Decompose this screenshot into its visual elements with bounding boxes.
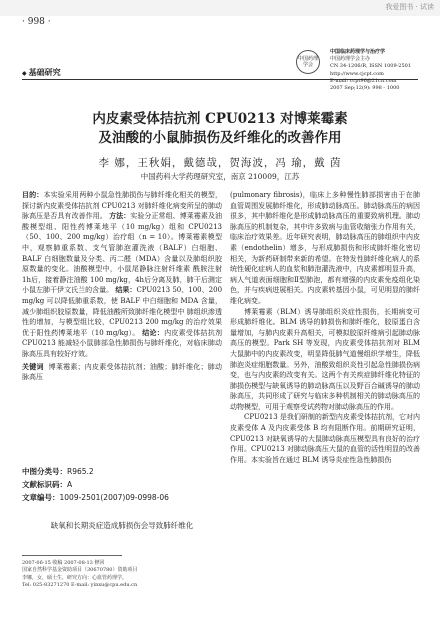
footnotes bbox=[22, 560, 222, 589]
results-label: 结果： bbox=[115, 286, 137, 295]
footnote-line: Tel: 025-83271270 E-mail: yinxu@cpu.edu.cn bbox=[22, 581, 138, 588]
journal-line: http://www.cjcpt.com bbox=[330, 70, 384, 77]
body-paragraph: CPU0213 是我们研制的新型内皮素受体拮抗剂，它对内皮素受体 A 及内皮素受体 B 均有阻断作用。前期研究证明，CPU0213 对缺氧诱导的大鼠肺动脉高压模型具有良好的治疗作用。CPU0213 对肺动脉高压大鼠的血管的活性明显的改善作用。本实验旨在通过 BLM 诱导炎症性急性肺损伤 bbox=[230, 413, 420, 464]
doc-value: A bbox=[67, 480, 73, 489]
article-label: 文章编号： bbox=[22, 493, 60, 502]
authors: 李 娜，王秋娟，戴德哉，贺海波，冯 瑜，戴 茵 bbox=[98, 157, 342, 169]
methods-label: 方法： bbox=[109, 212, 131, 221]
body-text bbox=[230, 190, 420, 465]
meta-article bbox=[22, 492, 222, 503]
keywords-text: 博莱霉素；内皮素受体拮抗剂；油酸；肺纤维化；肺动脉高压 bbox=[22, 362, 223, 382]
title-line-2: 及油酸的小鼠肺损伤及纤维化的改善作用 bbox=[98, 130, 342, 146]
results-text: CPU0213 50、100、200 mg/kg 可以降低肺重系数，使 BALF 中白细胞和 MDA 含量，减少肺组织胶原数量，降低油酸所致肺纤维化模型中 肺组织渗透性的增加，与模型组比较，CPU0213 200 mg/kg 的治疗效果优于阳性药博莱地平（10 mg/kg）。 bbox=[22, 286, 223, 337]
watermark-text: 我爱图书 · 试读 bbox=[385, 3, 434, 11]
aim-label: 目的： bbox=[22, 191, 44, 199]
journal-info bbox=[330, 49, 418, 92]
meta-clc bbox=[22, 466, 222, 477]
header-rule bbox=[22, 79, 418, 80]
body-paragraph: 博莱霉素（BLM）诱导肺组织炎症性损伤，长期病变可形成肺纤维化。BLM 诱导的肺损伤和肺纤维化，胶原蛋白含量增加，与肺内皮素升高相关，可模拟胶原纤维病引起肺动脉高压的模型。Park SH 等发现，内皮素受体拮抗剂对 BLM 大鼠肺中的内皮素改变，明显降低肺气道慢组织学增生，降低肺泡炎症细胞数量。另外，油酸致组织炎性引起急性肺损伤病变，也与内皮素的改变有关。这两个有关疾症肺纤维化特征的肺损伤模型与缺氧诱导的肺动脉高压以及野百合碱诱导的肺动脉高压，共同形成了研究与临床多种机制相关的肺动脉高压的动物模型，可用于观察受试药物对肺动脉高压的作用。 bbox=[230, 307, 420, 411]
footnote-line: 国家自然科学基金资助项目（30670780）资助项目 bbox=[22, 567, 138, 574]
journal-line: E-mail: ccpt96@21cn.com bbox=[330, 77, 397, 84]
conclusion-text: 内皮素受体拮抗剂 CPU0213 能减轻小鼠肺部急性肺损伤与肺纤维化，对临床肺动脉高压具有较好疗效。 bbox=[22, 328, 223, 358]
clc-label: 中图分类号： bbox=[22, 467, 67, 476]
journal-line: 中国药理学会主办 bbox=[330, 56, 371, 63]
abstract bbox=[22, 190, 222, 383]
page-number: · 998 · bbox=[22, 17, 51, 27]
title-line-1: 内皮素受体拮抗剂 CPU0213 对博莱霉素 bbox=[92, 111, 348, 127]
journal-line: 中国临床药理学与治疗学 bbox=[330, 49, 386, 55]
affiliation: 中国药科大学药理研究室，南京 210009，江苏 bbox=[140, 172, 300, 181]
journal-logo-icon: 中国药理学会 bbox=[296, 50, 320, 74]
footnote-rule bbox=[22, 555, 122, 556]
journal-line: CN 34-1206/R, ISSN 1009-2501 bbox=[330, 63, 412, 70]
conclusion-label: 结论： bbox=[142, 328, 165, 337]
clc-value: R965.2 bbox=[67, 467, 94, 476]
top-bar bbox=[0, 0, 440, 16]
doc-label: 文献标识码： bbox=[22, 480, 67, 489]
journal-line: 2007 Sep;12(9): 998 - 1000 bbox=[330, 85, 400, 92]
body-paragraph: (pulmonary fibrosis)，临床上多种慢性肺部损害由于在肺血管周围发展肺纤维化，形成肺动脉高压。肺动脉高压的病因很多，其中肺纤维化是形成肺动脉高压的重要致病机理。肺动脉高压的机制复杂，其中许多致病与血管收缩张力作用有关，临床治疗效果差。近年研究表明，肺动脉高压的肺组织中内皮素（endothelin）增多，与形成肺损伤和形成肺纤维化密切相关，为新药研制带来新的希望。在特发性肺纤维化病人的系统性硬化症病人的血浆和肺泡灌洗液中，内皮素都明显升高，病人气道表面细胞和Ⅱ型肺泡，都有增强的内皮素免疫组化染色，并与疾病进展相关。内皮素转基因小鼠，可见明显的肺纤维化病变。 bbox=[230, 191, 420, 305]
footnote-line: 2007-06-15 收稿 2007-08-13 修回 bbox=[22, 560, 105, 566]
methods-text: 实验分正常组、博莱霉素及油酸模型组、阳性药博莱地平（10 mg/kg）组和 CPU0213（50、100、200 mg/kg）治疗组（n = 10）。博莱霉素模型中，观察肺重系数、支气管肺泡灌洗液（BALF）白细胞、BALF 白细胞数量及分类、丙二醛（MDA）含量以及肺组织胶原数量的变化。油酸模型中，小鼠尾静脉注射纤维素 酰胺注射 1h后，接着静注油酸 100 mg/kg，4h后分离及肺，肺干后测定小鼠左肺干伊文氏兰的含量。 bbox=[22, 212, 223, 295]
keywords-label: 关键词 bbox=[22, 362, 44, 371]
aim-text: 本实验采用两种小鼠急性肺损伤与肺纤维化相关的模型，探讨新内皮素受体拮抗剂 CPU0213 对肺纤维化病变所呈的肺动脉高压是否具有改善作用。 bbox=[22, 191, 223, 221]
secondary-heading: 缺氧和长期炎症造成肺损伤会导致肺纤维化 bbox=[50, 521, 194, 530]
section-label: ◆ 基础研究 bbox=[22, 67, 61, 78]
meta-doc bbox=[22, 479, 222, 490]
article-value: 1009-2501(2007)09-0998-06 bbox=[59, 493, 169, 502]
footnote-line: 李娜，女，硕士生，研究方向：心血管药理学。 bbox=[22, 574, 128, 581]
